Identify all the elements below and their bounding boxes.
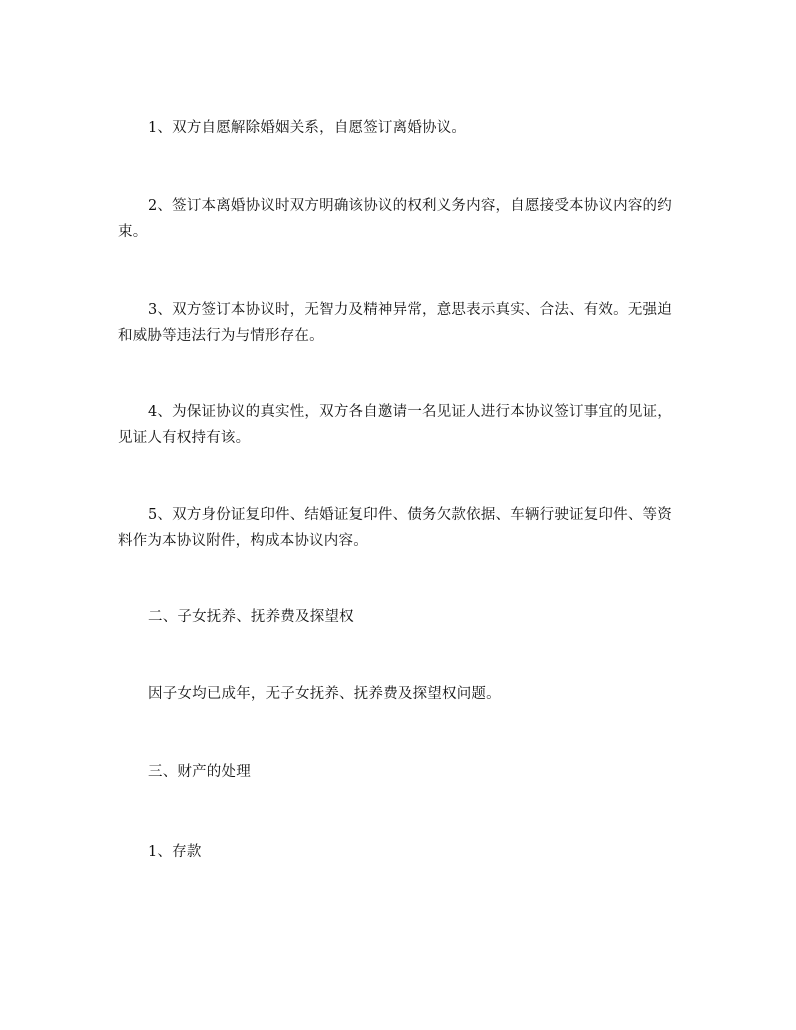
paragraph-voluntary-dissolution: 1、双方自愿解除婚姻关系，自愿签订离婚协议。 [148, 120, 467, 136]
subheading-deposits: 1、存款 [148, 844, 202, 860]
paragraph-attachments: 5、双方身份证复印件、结婚证复印件、债务欠款依据、车辆行驶证复印件、等资料作为本协议附件，构成本协议内容。 [118, 507, 672, 549]
section-heading-child-support: 二、子女抚养、抚养费及探望权 [148, 609, 354, 625]
paragraph-mental-capacity: 3、双方签订本协议时，无智力及精神异常，意思表示真实、合法、有效。无强迫和威胁等违法行为与情形存在。 [118, 302, 672, 344]
paragraph-rights-obligations: 2、签订本离婚协议时双方明确该协议的权利义务内容，自愿接受本协议内容的约束。 [118, 198, 672, 240]
section-heading-property: 三、财产的处理 [148, 764, 251, 780]
paragraph-children-adults: 因子女均已成年，无子女抚养、抚养费及探望权问题。 [148, 686, 501, 702]
paragraph-witness: 4、为保证协议的真实性，双方各自邀请一名见证人进行本协议签订事宜的见证，见证人有权持有该。 [118, 404, 672, 446]
